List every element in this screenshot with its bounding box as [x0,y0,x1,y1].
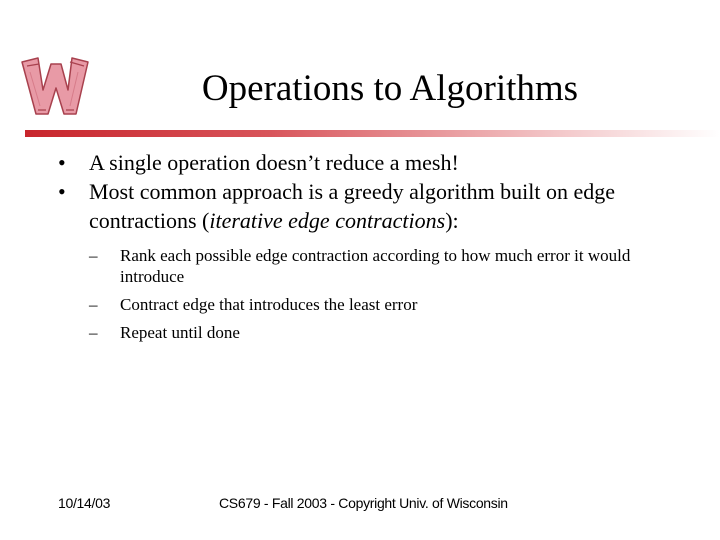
bullet-marker: • [58,150,66,175]
bullet-item [58,177,698,235]
slide-title: Operations to Algorithms [201,68,579,109]
bullet-text: Most common approach is a greedy algorithm built on edge contractions ( [89,179,616,233]
bullet-text: A single operation doesn’t reduce a mesh! [89,150,459,175]
bullet-text-italic: iterative edge contractions [209,208,446,233]
footer-date: 10/14/03 [58,495,111,511]
sub-bullet-text: Repeat until done [120,323,240,342]
sub-bullet-text: Rank each possible edge contraction according to how much error it would introduce [120,246,631,286]
sub-bullet-marker: – [89,323,98,342]
sub-bullet-item [89,294,698,315]
sub-bullet-text: Contract edge that introduces the least error [120,295,418,314]
sub-bullet-list [89,245,698,343]
footer-copyright: CS679 - Fall 2003 - Copyright Univ. of Wisconsin [219,495,508,511]
bullet-list [58,148,698,350]
title-divider [25,130,720,137]
bullet-item [58,148,698,177]
sub-bullet-marker: – [89,295,98,314]
wisconsin-w-logo-icon [18,48,92,120]
sub-bullet-item [89,245,698,287]
bullet-marker: • [58,179,66,204]
bullet-text-end: ): [445,208,459,233]
sub-bullet-marker: – [89,246,98,265]
sub-bullet-item [89,322,698,343]
